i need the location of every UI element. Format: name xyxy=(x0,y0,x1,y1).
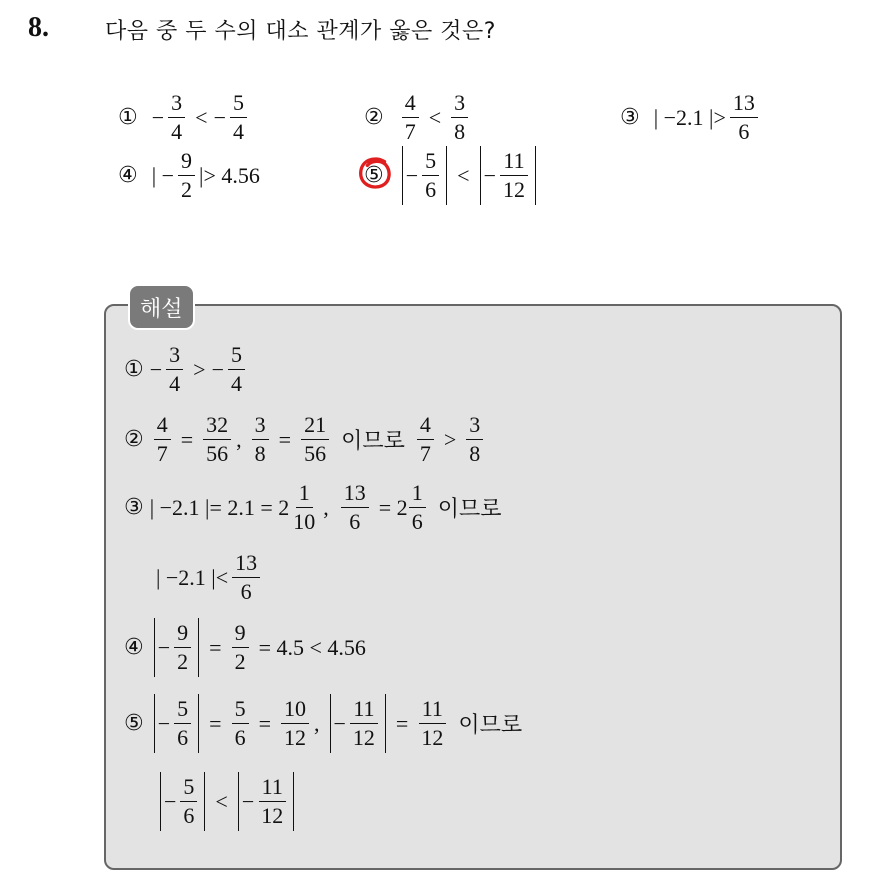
option-1[interactable] xyxy=(118,92,251,143)
answer-circle-icon xyxy=(356,154,394,192)
fraction: $\frac{3}{4}$ xyxy=(168,92,185,143)
operator: < xyxy=(195,104,208,130)
fraction: $\frac{5}{4}$ xyxy=(230,92,247,143)
solution-line-7: − $\frac{5}{6}$ < − $\frac{11}{12}$ xyxy=(156,772,298,831)
abs-expression: | −2.1 |> xyxy=(653,104,726,130)
option-2-mark: ② xyxy=(364,105,384,130)
solution-line-1: ① − $\frac{3}{4}$ > − $\frac{5}{4}$ xyxy=(124,344,249,395)
question-text: 다음 중 두 수의 대소 관계가 옳은 것은? xyxy=(105,19,496,44)
fraction: $\frac{4}{7}$ xyxy=(402,92,419,143)
operator: < xyxy=(457,162,470,188)
absolute-value: − $\frac{11}{12}$ xyxy=(480,146,536,205)
option-4-mark: ④ xyxy=(118,163,138,188)
option-3-mark: ③ xyxy=(620,105,640,130)
neg-sign: − xyxy=(151,104,165,130)
option-5-mark: ⑤ xyxy=(364,163,384,188)
option-4[interactable] xyxy=(118,150,260,201)
solution-line-5: ④ − $\frac{9}{2}$ = $\frac{9}{2}$ = 4.5 < 4.56 xyxy=(124,618,366,677)
option-5[interactable] xyxy=(364,146,540,205)
abs-close: |> 4.56 xyxy=(199,162,260,188)
solution-line-6: ⑤ − $\frac{5}{6}$ = $\frac{5}{6}$ = $\frac{10}{12}$ , − $\frac{11}{12}$ = $\frac{11}{12}$ 이므로 xyxy=(124,694,530,753)
absolute-value: − $\frac{5}{6}$ xyxy=(402,146,447,205)
fraction: $\frac{3}{8}$ xyxy=(451,92,468,143)
solution-line-2: ② $\frac{4}{7}$ = $\frac{32}{56}$ , $\frac{3}{8}$ = $\frac{21}{56}$ 이므로 $\frac{4}{7}$ > $\frac{3}{8}$ xyxy=(124,414,487,465)
operator: < xyxy=(428,104,442,130)
question-number: 8. xyxy=(28,12,49,43)
solution-line-3: ③ | −2.1 |= 2.1 = 2 $\frac{1}{10}$ , $\frac{13}{6}$ = 2 $\frac{1}{6}$ 이므로 xyxy=(124,480,502,534)
option-2[interactable] xyxy=(364,92,472,143)
neg-sign: − xyxy=(213,104,226,130)
solution-tag: 해설 xyxy=(128,284,195,330)
fraction: $\frac{9}{2}$ xyxy=(178,150,195,201)
option-3[interactable] xyxy=(620,92,762,143)
option-1-mark: ① xyxy=(118,105,138,130)
solution-line-4: | −2.1 |< $\frac{13}{6}$ xyxy=(156,552,264,603)
abs-open: | − xyxy=(151,162,175,188)
fraction: $\frac{13}{6}$ xyxy=(730,92,758,143)
